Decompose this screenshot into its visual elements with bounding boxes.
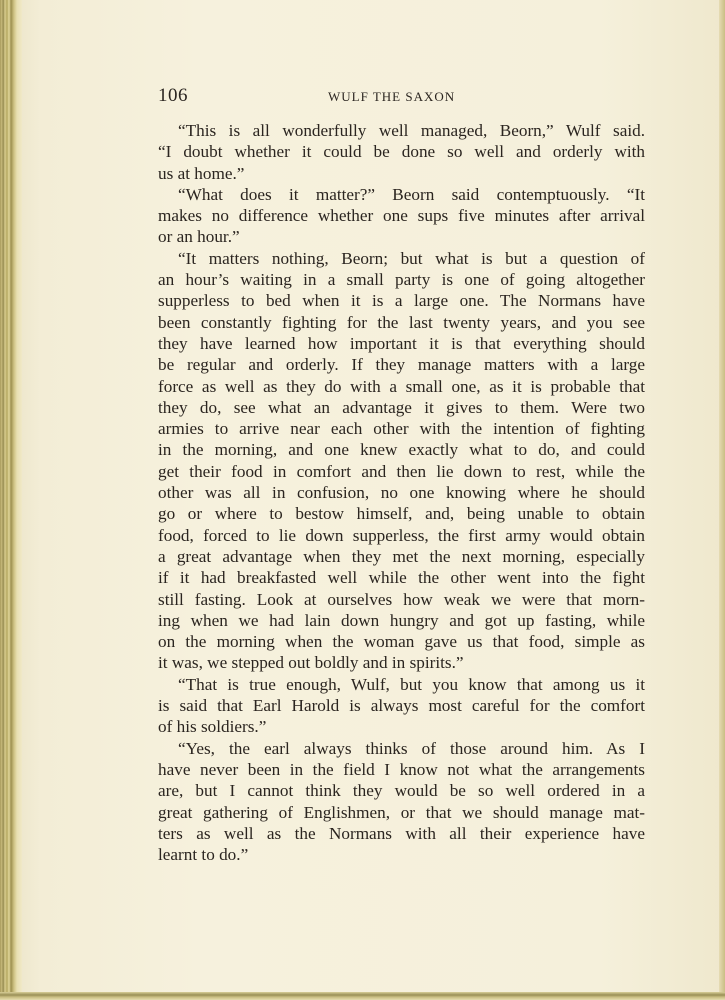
text-line: it was, we stepped out boldly and in spirits.”: [158, 653, 464, 673]
text-line: force as well as they do with a small one, as it is probable that: [158, 376, 645, 396]
text-line: “That is true enough, Wulf, but you know that among us it: [178, 674, 645, 694]
page-right-edge: [719, 0, 725, 1000]
book-binding-edge: [0, 0, 22, 1000]
text-line: been constantly fighting for the last twenty years, and you see: [158, 312, 645, 332]
text-line: or an hour.”: [158, 227, 240, 247]
text-line: armies to arrive near each other with the intention of fighting: [158, 419, 645, 439]
text-line: ters as well as the Normans with all their experience have: [158, 823, 645, 843]
text-line: “I doubt whether it could be done so well and orderly with: [158, 142, 645, 162]
text-line: supperless to bed when it is a large one. The Normans have: [158, 291, 645, 311]
text-line: in the morning, and one knew exactly what to do, and could: [158, 440, 645, 460]
text-line: makes no difference whether one sups five minutes after arrival: [158, 206, 645, 226]
text-line: us at home.”: [158, 163, 245, 183]
text-line: is said that Earl Harold is always most careful for the comfort: [158, 696, 645, 716]
text-line: food, forced to lie down supperless, the first army would obtain: [158, 525, 645, 545]
text-line: go or where to bestow himself, and, being unable to obtain: [158, 504, 645, 524]
text-line: they have learned how important it is that everything should: [158, 333, 645, 353]
body-text: [158, 120, 645, 865]
text-line: still fasting. Look at ourselves how weak we were that morn-: [158, 589, 645, 609]
text-line: learnt to do.”: [158, 845, 249, 865]
text-line: ing when we had lain down hungry and got up fasting, while: [158, 610, 645, 630]
page-header: [158, 86, 645, 108]
text-line: an hour’s waiting in a small party is one of going altogether: [158, 270, 645, 290]
text-line: “It matters nothing, Beorn; but what is but a question of: [178, 248, 645, 268]
text-line: of his soldiers.”: [158, 717, 267, 737]
page-bottom-edge: [0, 992, 725, 1000]
text-line: be regular and orderly. If they manage matters with a large: [158, 355, 645, 375]
text-line: if it had breakfasted well while the other went into the fight: [158, 568, 645, 588]
text-line: “Yes, the earl always thinks of those around him. As I: [178, 738, 645, 758]
page-number: 106: [158, 85, 188, 106]
text-line: great gathering of Englishmen, or that we should manage mat-: [158, 802, 645, 822]
text-line: get their food in comfort and then lie down to rest, while the: [158, 461, 645, 481]
text-line: “This is all wonderfully well managed, Beorn,” Wulf said.: [178, 121, 645, 140]
text-line: are, but I cannot think they would be so well ordered in a: [158, 781, 645, 801]
text-line: other was all in confusion, no one knowing where he should: [158, 483, 645, 503]
text-line: “What does it matter?” Beorn said contemptuously. “It: [178, 184, 645, 204]
text-line: they do, see what an advantage it gives to them. Were two: [158, 397, 645, 417]
text-line: a great advantage when they met the next morning, especially: [158, 546, 645, 566]
running-title: WULF THE SAXON: [328, 89, 456, 104]
text-line: have never been in the field I know not what the arrangements: [158, 759, 645, 779]
text-line: on the morning when the woman gave us that food, simple as: [158, 632, 645, 652]
